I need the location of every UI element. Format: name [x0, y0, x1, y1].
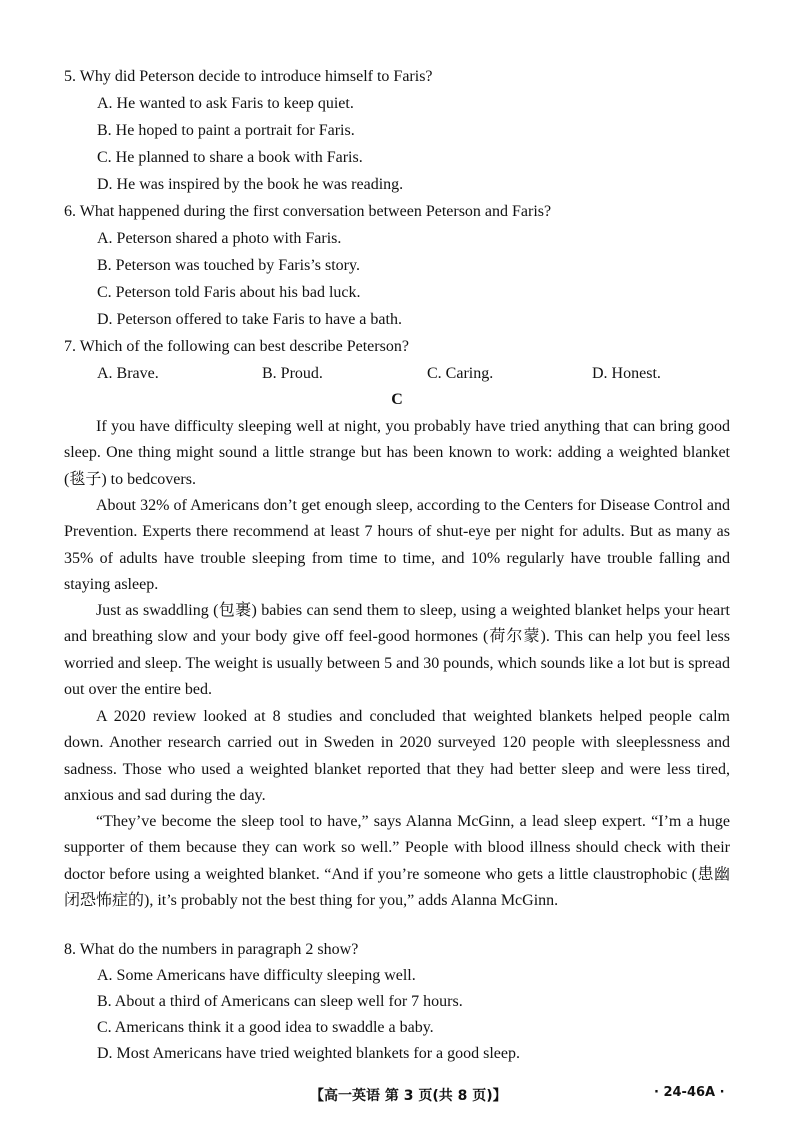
- question-5-option-b: B. He hoped to paint a portrait for Faris.: [97, 122, 355, 139]
- page-footer: [0, 1085, 794, 1109]
- question-5-option-a: A. He wanted to ask Faris to keep quiet.: [97, 95, 354, 112]
- question-7-option-a: A. Brave.: [97, 365, 159, 382]
- passage-paragraph-5: [64, 809, 730, 915]
- question-6-option-a: A. Peterson shared a photo with Faris.: [97, 230, 342, 247]
- question-8-option-c: C. Americans think it a good idea to swaddle a baby.: [97, 1019, 434, 1036]
- passage-paragraph-1: [64, 414, 730, 493]
- paragraph-5-text: “They’ve become the sleep tool to have,” says Alanna McGinn, a lead sleep expert. “I’m a huge supporter of them because they can work so well.” People with blood illness should check with their doctor before using a weighted blanket. “And if you’re someone who gets a little claustrophobic (患幽闭恐怖症的), it’s probably not the best thing for you,” adds Alanna McGinn.: [64, 813, 730, 910]
- question-6: 6. What happened during the first conversation between Peterson and Faris?: [64, 203, 552, 220]
- question-8-option-a: A. Some Americans have difficulty sleeping well.: [97, 967, 416, 984]
- question-8-option-d: D. Most Americans have tried weighted blankets for a good sleep.: [97, 1045, 520, 1062]
- question-7: 7. Which of the following can best describe Peterson?: [64, 338, 409, 355]
- footer-exam-code: · 24-46A ·: [654, 1085, 725, 1100]
- question-6-option-c: C. Peterson told Faris about his bad luck.: [97, 284, 361, 301]
- passage-paragraph-3: [64, 598, 730, 704]
- paragraph-4-text: A 2020 review looked at 8 studies and concluded that weighted blankets helped people calm down. Another research carried out in Sweden in 2020 surveyed 120 people with sleeplessness and sadness. Those who used a weighted blanket reported that they had better sleep and were less tired, anxious and sad during the day.: [64, 708, 730, 805]
- question-8-option-b: B. About a third of Americans can sleep well for 7 hours.: [97, 993, 463, 1010]
- question-7-option-b: B. Proud.: [262, 365, 323, 382]
- footer-page-info: 【高一英语 第 3 页(共 8 页)】: [310, 1088, 507, 1104]
- question-7-option-c: C. Caring.: [427, 365, 494, 382]
- passage-paragraph-4: [64, 704, 730, 810]
- question-8: 8. What do the numbers in paragraph 2 show?: [64, 941, 359, 958]
- question-7-option-d: D. Honest.: [592, 365, 661, 382]
- question-5-option-c: C. He planned to share a book with Faris.: [97, 149, 363, 166]
- question-6-option-d: D. Peterson offered to take Faris to have a bath.: [97, 311, 402, 328]
- passage-paragraph-2: [64, 493, 730, 599]
- question-5: 5. Why did Peterson decide to introduce himself to Faris?: [64, 68, 433, 85]
- paragraph-2-text: About 32% of Americans don’t get enough sleep, according to the Centers for Disease Control and Prevention. Experts there recommend at least 7 hours of shut-eye per night for adults. But as many as 35% of adults have trouble sleeping from time to time, and 10% regularly have trouble falling and staying asleep.: [64, 497, 730, 594]
- paragraph-3-text: Just as swaddling (包裹) babies can send them to sleep, using a weighted blanket helps your heart and breathing slow and your body give off feel-good hormones (荷尔蒙). This can help you feel less worried and sleep. The weight is usually between 5 and 30 pounds, which sounds like a lot but is spread out over the entire bed.: [64, 602, 730, 699]
- paragraph-1-text: If you have difficulty sleeping well at night, you probably have tried anything that can bring good sleep. One thing might sound a little strange but has been known to work: adding a weighted blanket (毯子) to bedcovers.: [64, 418, 730, 488]
- question-5-option-d: D. He was inspired by the book he was reading.: [97, 176, 404, 193]
- section-heading: C: [391, 391, 403, 408]
- question-6-option-b: B. Peterson was touched by Faris’s story.: [97, 257, 360, 274]
